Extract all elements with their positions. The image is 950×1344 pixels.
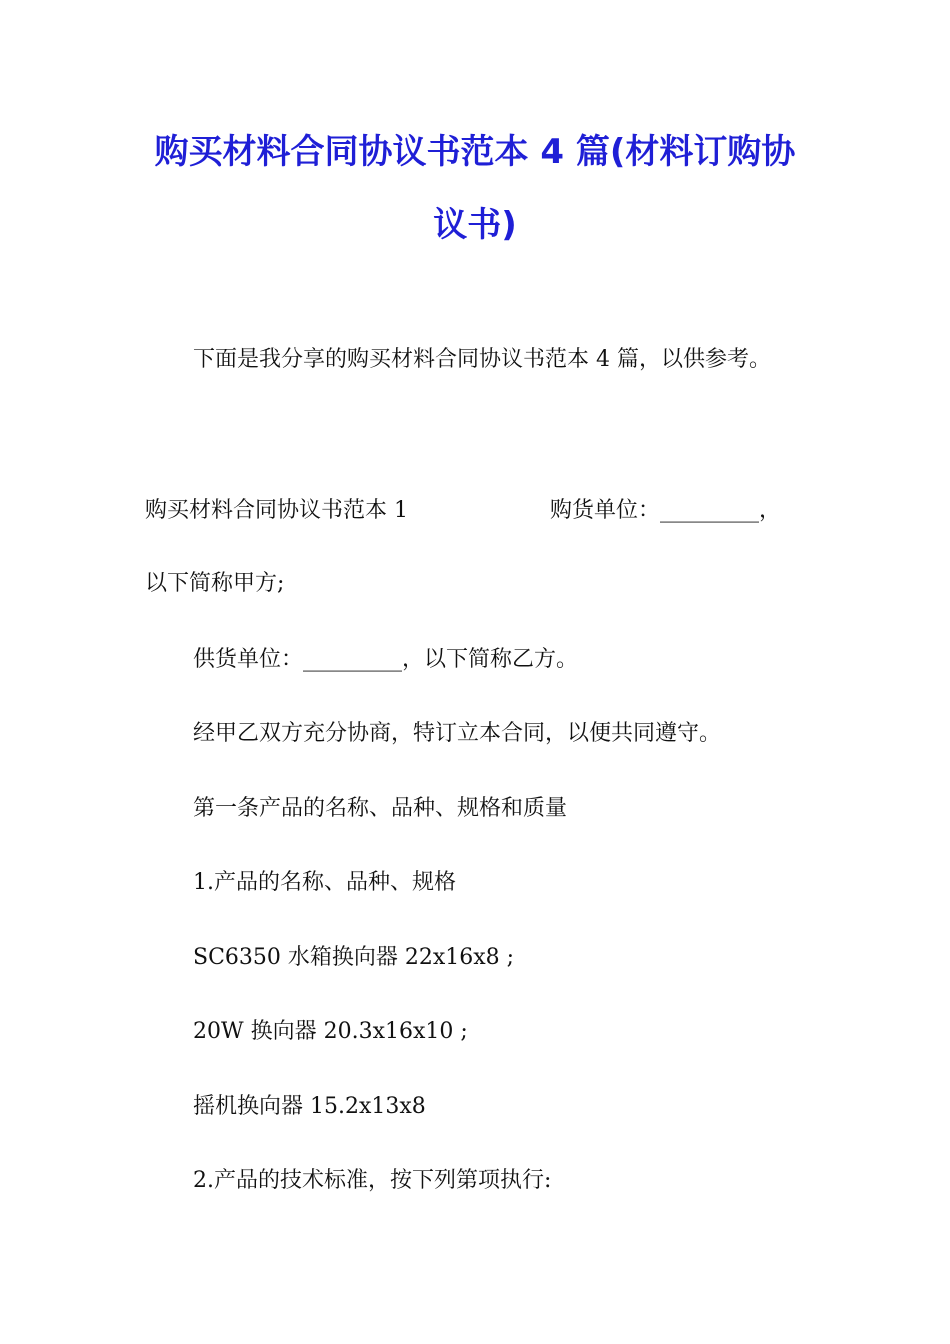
agreement-line: 经甲乙双方充分协商，特订立本合同，以便共同遵守。: [193, 721, 722, 746]
supplier-line: 供货单位：_________，以下简称乙方。: [193, 647, 579, 672]
document-title-line-1: 购买材料合同协议书范本 4 篇(材料订购协: [154, 132, 796, 172]
buyer-continuation: 以下简称甲方;: [145, 571, 285, 596]
item-1: 1.产品的名称、品种、规格: [193, 870, 456, 895]
document-title-line-2: 议书): [433, 205, 517, 245]
section-heading: 购买材料合同协议书范本 1: [145, 498, 408, 523]
buyer-line: 购货单位：_________，: [550, 498, 782, 523]
product-1: SC6350 水箱换向器 22x16x8 ;: [193, 945, 515, 970]
item-2: 2.产品的技术标准，按下列第项执行:: [193, 1168, 552, 1193]
intro-paragraph: 下面是我分享的购买材料合同协议书范本 4 篇，以供参考。: [193, 347, 771, 372]
product-3: 摇机换向器 15.2x13x8: [193, 1094, 426, 1119]
product-2: 20W 换向器 20.3x16x10 ;: [193, 1019, 468, 1044]
article-1-heading: 第一条产品的名称、品种、规格和质量: [193, 796, 568, 821]
